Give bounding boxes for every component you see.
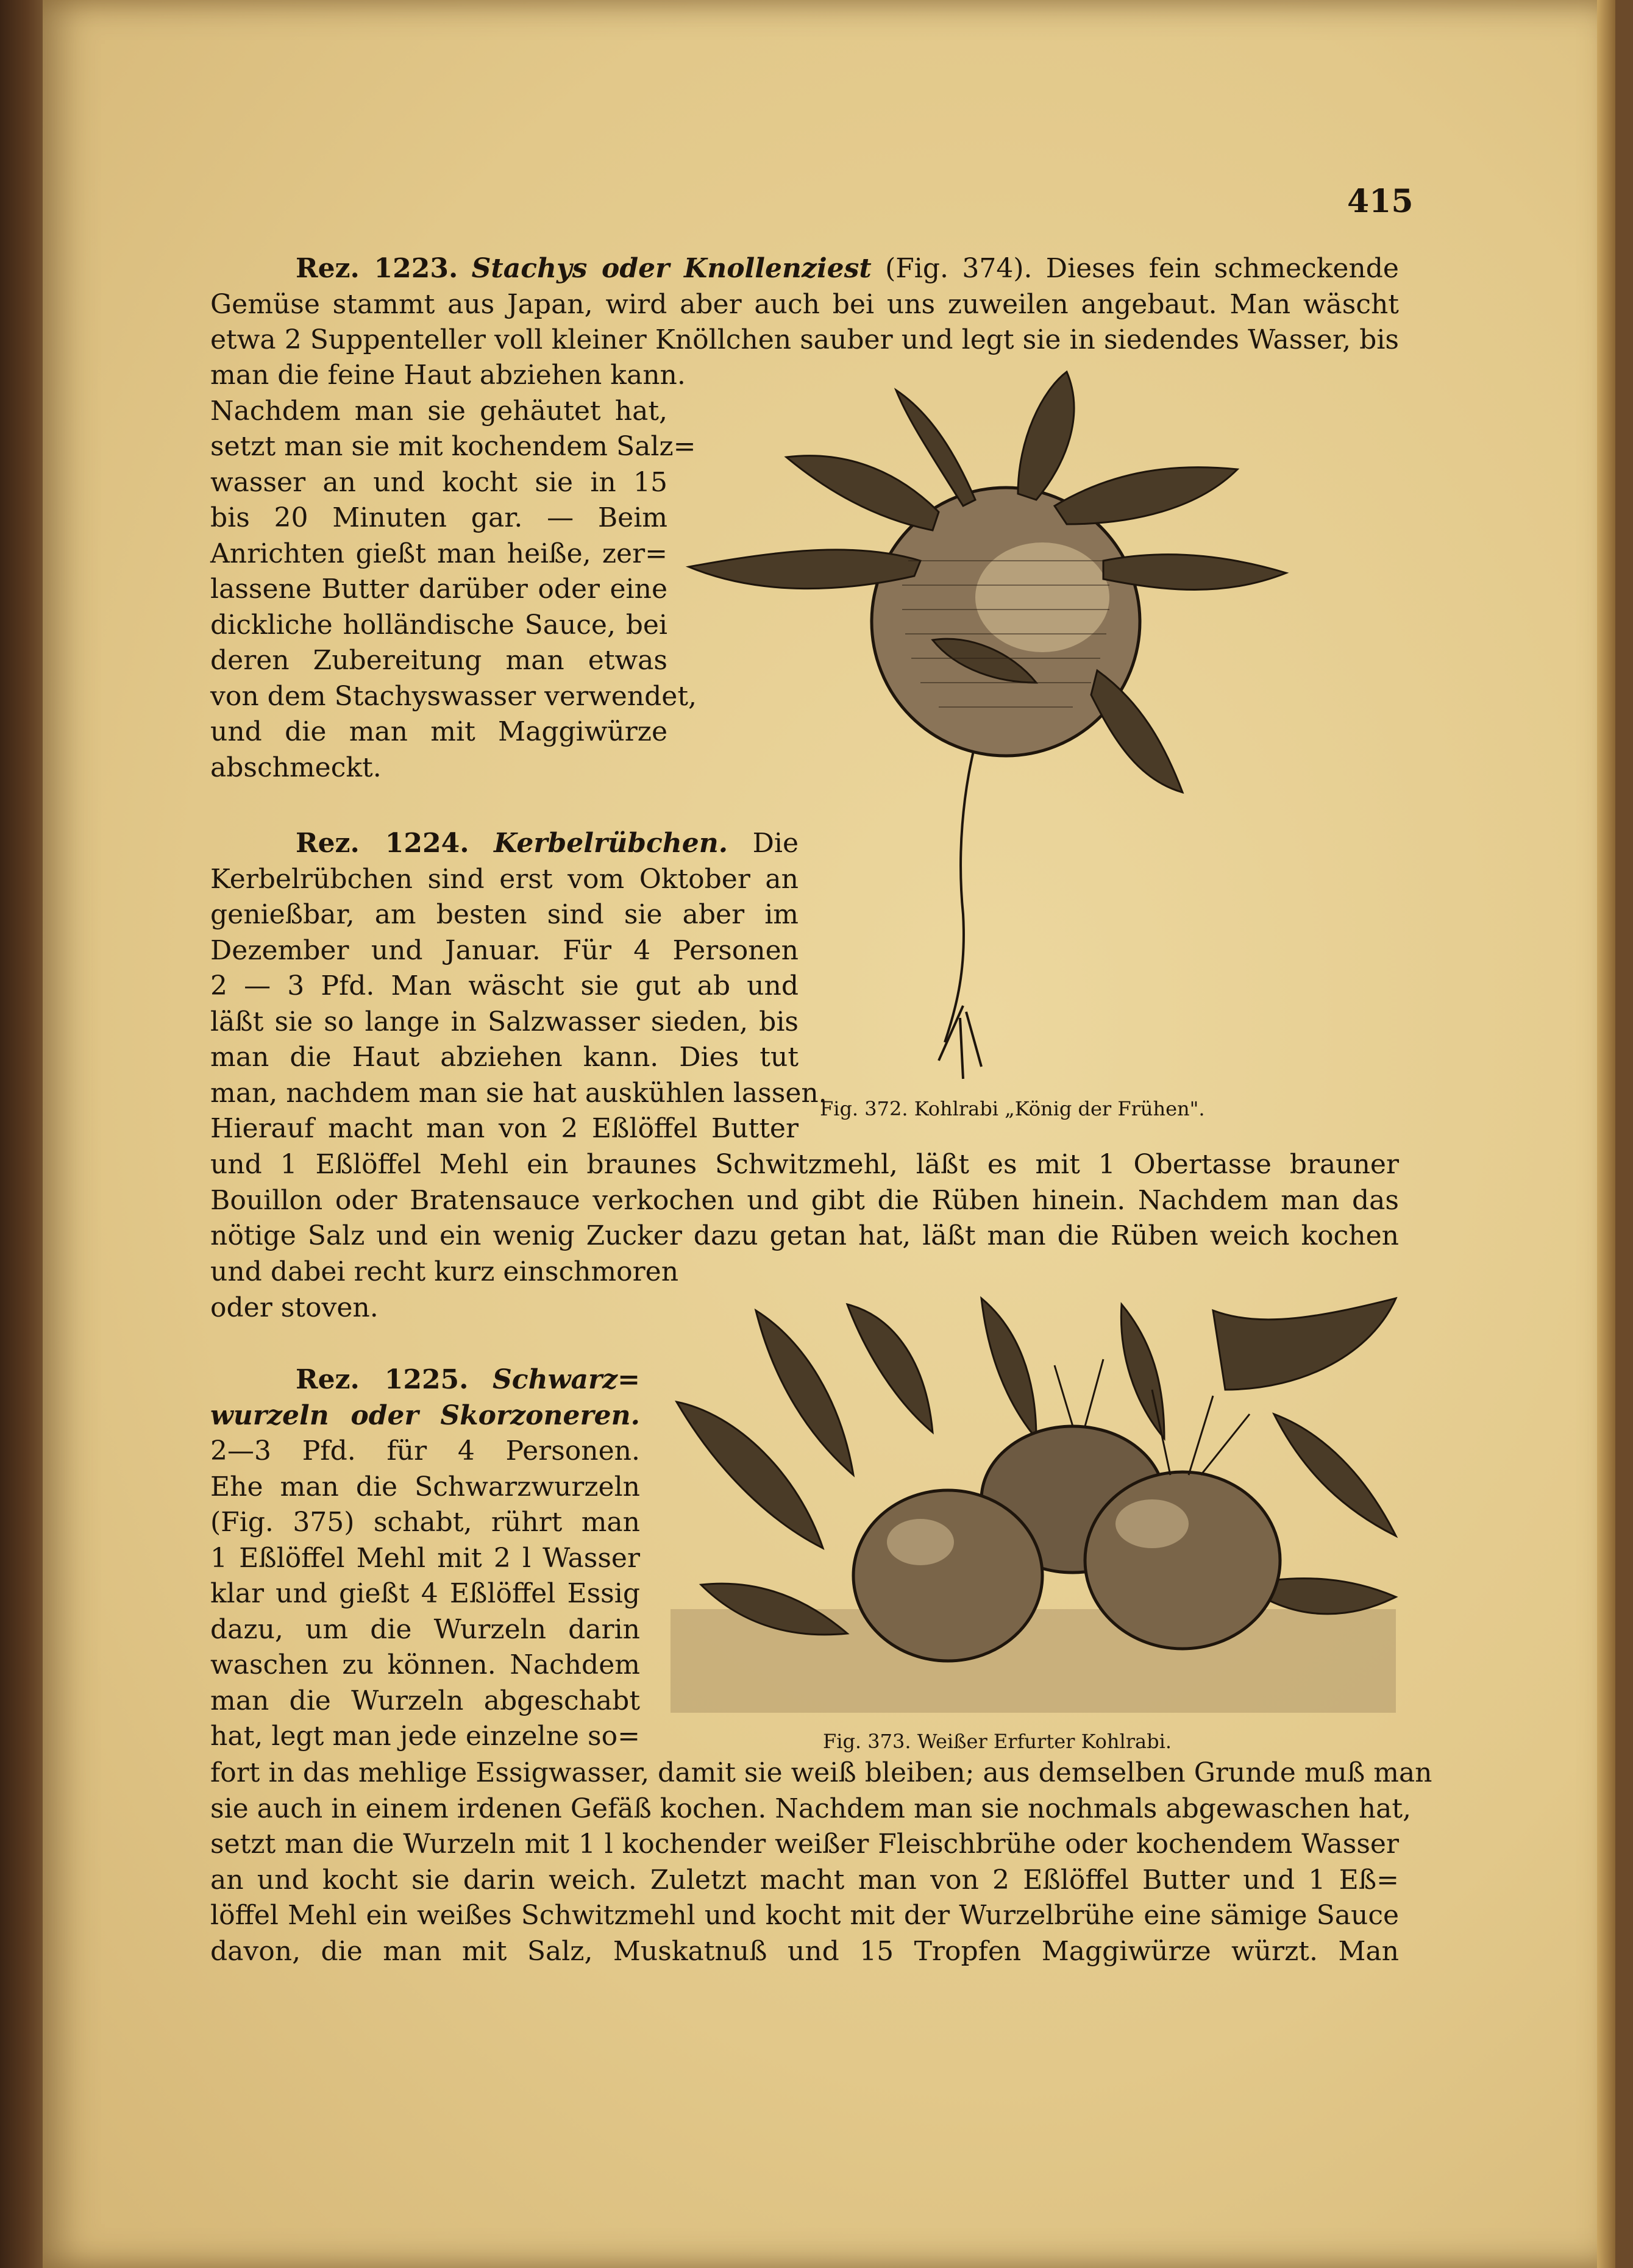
text-line: und dabei recht kurz einschmoren	[210, 1256, 679, 1287]
text-line: klar und gießt 4 Eßlöffel Essig	[210, 1578, 640, 1609]
text-line: Gemüse stammt aus Japan, wird aber auch bei uns zuweilen angebaut. Man wäscht	[210, 288, 1399, 320]
recipe-1225-title-1: Schwarz=	[493, 1364, 640, 1395]
text-line: Bouillon oder Bratensauce verkochen und gibt die Rüben hinein. Nachdem man das	[210, 1184, 1399, 1216]
text-line: dazu, um die Wurzeln darin	[210, 1613, 640, 1645]
recipe-1225-narrow	[210, 1362, 640, 1755]
text-line: von dem Stachyswasser verwendet,	[210, 680, 697, 712]
text-line: Dezember und Januar. Für 4 Personen	[210, 934, 799, 966]
figure-373-kohlrabi-illustration	[664, 1292, 1402, 1719]
text-line: dickliche holländische Sauce, bei	[210, 609, 667, 641]
text-line: 1 Eßlöffel Mehl mit 2 l Wasser	[210, 1542, 640, 1574]
text-line: Ehe man die Schwarzwurzeln	[210, 1471, 640, 1502]
figure-372-kohlrabi-illustration	[677, 366, 1402, 1091]
book-binding	[0, 0, 49, 2268]
text-line: fort in das mehlige Essigwasser, damit sie weiß bleiben; aus demselben Grunde muß man	[210, 1757, 1432, 1788]
recipe-1223-narrow	[210, 358, 697, 786]
text-line: Kerbelrübchen sind erst vom Oktober an	[210, 863, 799, 895]
recipe-1225-title-2: wurzeln oder Skorzoneren.	[210, 1399, 640, 1431]
text-line: läßt sie so lange in Salzwasser sieden, bis	[210, 1006, 799, 1037]
text-line: man die Haut abziehen kann. Dies tut	[210, 1042, 799, 1073]
text-line: setzt man die Wurzeln mit 1 l kochender weißer Fleischbrühe oder kochendem Wasser	[210, 1829, 1399, 1860]
recipe-1223-first-line	[210, 251, 1399, 287]
kohlrabi-bulb-right	[1085, 1472, 1280, 1649]
text-line: Nachdem man sie gehäutet hat,	[210, 395, 667, 427]
recipe-1224-end	[210, 1254, 679, 1326]
text-line: Die	[728, 828, 799, 859]
recipe-1224-full	[210, 1147, 1399, 1254]
text-line: (Fig. 374). Dieses fein schmeckende	[871, 253, 1399, 284]
recipe-1225-number: Rez. 1225.	[296, 1364, 469, 1395]
recipe-1225-first-line	[210, 1362, 640, 1398]
text-line: Hierauf macht man von 2 Eßlöffel Butter	[210, 1113, 799, 1144]
text-line: oder stoven.	[210, 1292, 379, 1323]
text-line: hat, legt man jede einzelne so=	[210, 1721, 640, 1752]
figure-373-caption: Fig. 373. Weißer Erfurter Kohlrabi.	[823, 1730, 1172, 1753]
recipe-1223-title: Stachys oder Knollenziest	[471, 253, 872, 284]
figure-372-caption: Fig. 372. Kohlrabi „König der Frühen".	[820, 1097, 1205, 1120]
text-line: etwa 2 Suppenteller voll kleiner Knöllchen sauber und legt sie in siedendes Wasser, bis	[210, 324, 1399, 355]
text-line: waschen zu können. Nachdem	[210, 1649, 640, 1680]
recipe-1223-full	[210, 251, 1399, 358]
recipe-1225-full	[210, 1755, 1432, 1969]
text-line: und die man mit Maggiwürze	[210, 716, 667, 747]
recipe-1224-title: Kerbelrübchen.	[494, 828, 728, 859]
text-line: sie auch in einem irdenen Gefäß kochen. Nachdem man sie nochmals abgewaschen hat,	[210, 1793, 1412, 1824]
text-line: löffel Mehl ein weißes Schwitzmehl und kocht mit der Wurzelbrühe eine sämige Sauce	[210, 1900, 1399, 1931]
page-edge	[1597, 0, 1615, 2268]
text-line: (Fig. 375) schabt, rührt man	[210, 1507, 640, 1538]
text-line: 2—3 Pfd. für 4 Personen.	[210, 1435, 640, 1466]
text-line: 2 — 3 Pfd. Man wäscht sie gut ab und	[210, 970, 799, 1001]
text-line: bis 20 Minuten gar. — Beim	[210, 502, 667, 533]
text-line: nötige Salz und ein wenig Zucker dazu getan hat, läßt man die Rüben weich kochen	[210, 1220, 1399, 1251]
recipe-1224-number: Rez. 1224.	[296, 828, 469, 859]
text-line: setzt man sie mit kochendem Salz=	[210, 431, 696, 462]
text-line: man, nachdem man sie hat auskühlen lassen.	[210, 1077, 827, 1109]
text-line: deren Zubereitung man etwas	[210, 645, 667, 676]
recipe-1223-number: Rez. 1223.	[296, 253, 458, 284]
page-number: 415	[1347, 183, 1414, 220]
text-line: davon, die man mit Salz, Muskatnuß und 15 Tropfen Maggiwürze würzt. Man	[210, 1935, 1399, 1967]
text-line: man die feine Haut abziehen kann.	[210, 360, 686, 391]
text-line: genießbar, am besten sind sie aber im	[210, 899, 799, 930]
text-line: abschmeckt.	[210, 752, 382, 783]
text-line: Anrichten gießt man heiße, zer=	[210, 538, 667, 569]
text-line: man die Wurzeln abgeschabt	[210, 1685, 640, 1716]
text-line: wasser an und kocht sie in 15	[210, 466, 667, 498]
text-line: an und kocht sie darin weich. Zuletzt macht man von 2 Eßlöffel Butter und 1 Eß=	[210, 1864, 1399, 1896]
text-line: lassene Butter darüber oder eine	[210, 574, 667, 605]
kohlrabi-bulb-left	[853, 1490, 1042, 1661]
text-line: und 1 Eßlöffel Mehl ein braunes Schwitzmehl, läßt es mit 1 Obertasse brauner	[210, 1149, 1399, 1180]
